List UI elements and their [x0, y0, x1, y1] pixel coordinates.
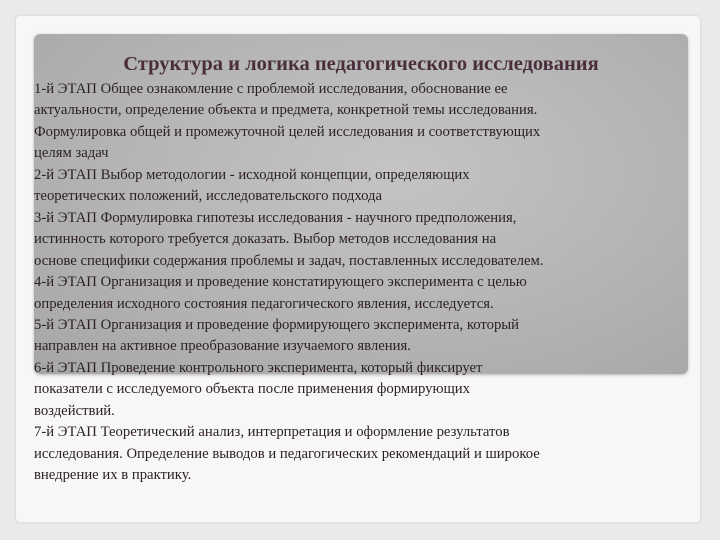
body-line: направлен на активное преобразование изучаемого явления. [34, 338, 411, 355]
body-line: воздействий. [34, 402, 115, 419]
body-line: 2-й ЭТАП Выбор методологии - исходной концепции, определяющих [34, 166, 470, 183]
body-line: целям задач [34, 145, 109, 162]
body-line: 3-й ЭТАП Формулировка гипотезы исследования - научного предположения, [34, 209, 517, 226]
body-line: исследования. Определение выводов и педагогических рекомендаций и широкое [34, 445, 540, 462]
body-line: 7-й ЭТАП Теоретический анализ, интерпретация и оформление результатов [34, 424, 510, 441]
body-line: Формулировка общей и промежуточной целей исследования и соответствующих [34, 123, 541, 140]
body-line: теоретических положений, исследовательского подхода [34, 188, 383, 205]
slide-title: Структура и логика педагогического исследования [123, 53, 599, 75]
body-line: определения исходного состояния педагогического явления, исследуется. [34, 295, 494, 312]
body-line: внедрение их в практику. [34, 467, 192, 484]
body-line: 6-й ЭТАП Проведение контрольного эксперимента, который фиксирует [34, 359, 483, 376]
body-line: основе специфики содержания проблемы и задач, поставленных исследователем. [34, 252, 544, 269]
body-line: 1-й ЭТАП Общее ознакомление с проблемой исследования, обоснование ее [34, 81, 508, 97]
body-line: показатели с исследуемого объекта после применения формирующих [34, 381, 470, 398]
body-line: 4-й ЭТАП Организация и проведение констатирующего эксперимента с целью [34, 274, 527, 291]
body-line: истинность которого требуется доказать. Выбор методов исследования на [34, 231, 497, 248]
body-line: актуальности, определение объекта и предмета, конкретной темы исследования. [34, 102, 538, 119]
body-line: 5-й ЭТАП Организация и проведение формирующего эксперимента, который [34, 316, 520, 333]
slide-body [34, 79, 684, 487]
